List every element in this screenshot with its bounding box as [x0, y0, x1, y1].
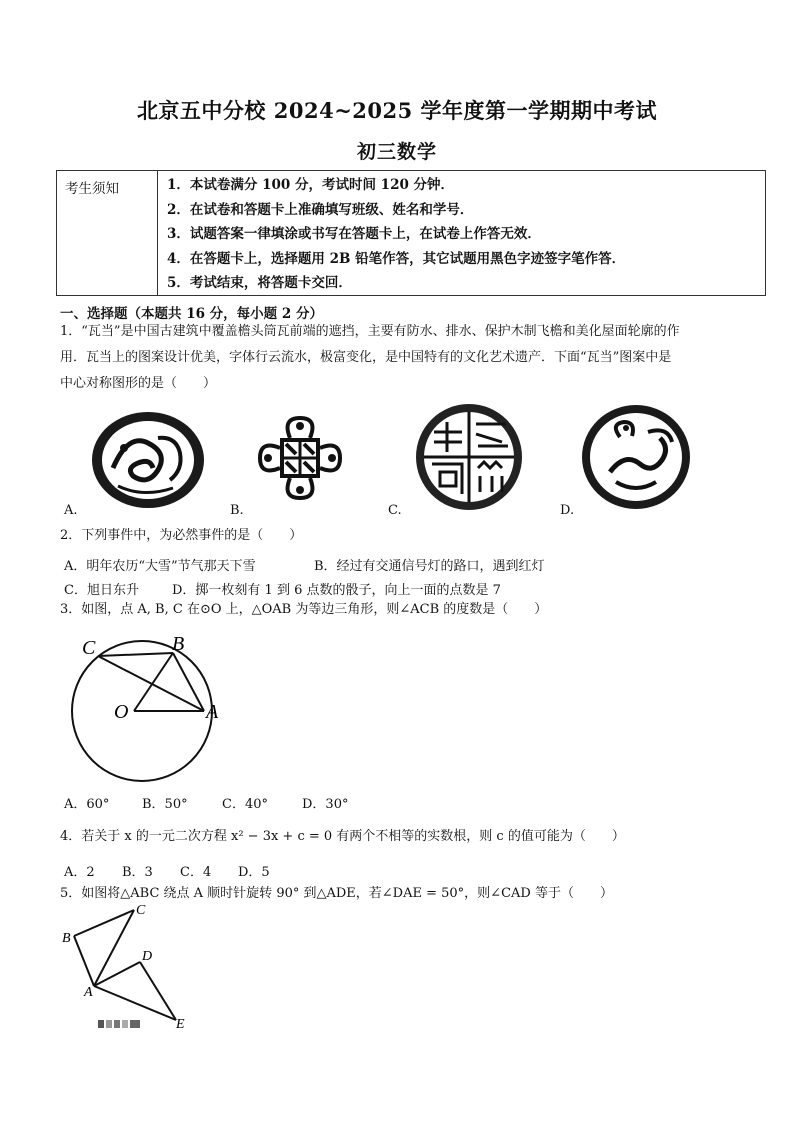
wadang-cloud-pattern-image: [252, 410, 348, 506]
label-a: A: [206, 701, 219, 723]
question-5-stem: 5．如图将△ABC 绕点 A 顺时针旋转 90° 到△ADE，若∠DAE = 50°，则∠CAD 等于（ ）: [60, 886, 613, 901]
notice-label: 考生须知: [57, 171, 158, 295]
label-d: D: [142, 949, 153, 964]
q4-option-b: B．3: [122, 865, 153, 880]
label-a: A: [84, 985, 93, 1000]
notice-item: 2．在试卷和答题卡上准确填写班级、姓名和学号．: [167, 201, 474, 218]
label-c: C: [82, 637, 96, 659]
question-1-line-1: 1．“瓦当”是中国古建筑中覆盖檐头筒瓦前端的遮挡，主要有防水、排水、保护木制飞檐和美化屋面轮廓的作: [60, 324, 680, 339]
question-1-line-3: 中心对称图形的是（ ）: [60, 376, 217, 391]
q1-option-d: D.: [560, 503, 575, 518]
q3-option-c: C．40°: [222, 797, 268, 812]
page-title: 北京五中分校 2024~2025 学年度第一学期期中考试: [136, 98, 658, 123]
label-c: C: [136, 903, 146, 918]
wadang-character-image: [412, 402, 526, 512]
q3-option-b: B．50°: [142, 797, 188, 812]
question-4-stem: 4．若关于 x 的一元二次方程 x² − 3x + c = 0 有两个不相等的实数根，则 c 的值可能为（ ）: [60, 829, 625, 844]
notice-item: 1．本试卷满分 100 分，考试时间 120 分钟．: [167, 177, 455, 193]
wadang-dragon-image: [88, 408, 208, 512]
label-e: E: [176, 1017, 185, 1032]
q1-option-a: A.: [64, 503, 78, 518]
circle-geometry-figure: [60, 628, 230, 784]
notice-item: 3．试题答案一律填涂或书写在答题卡上，在试卷上作答无效．: [167, 226, 541, 243]
q4-option-a: A．2: [64, 865, 95, 880]
label-b: B: [62, 931, 71, 946]
page-subtitle: 初三数学: [356, 141, 437, 163]
q3-option-d: D．30°: [302, 797, 349, 812]
q4-option-d: D．5: [238, 865, 270, 880]
q3-option-a: A．60°: [64, 797, 110, 812]
watermark-blur: [98, 1020, 140, 1028]
rotation-geometry-figure: [58, 898, 198, 1036]
notice-item: 5．考试结束，将答题卡交回．: [167, 275, 352, 292]
q2-option-d: D．掷一枚刻有 1 到 6 点数的骰子，向上一面的点数是 7: [172, 583, 501, 598]
question-2-stem: 2．下列事件中，为必然事件的是（ ）: [60, 528, 303, 543]
notice-list: [167, 173, 625, 296]
wadang-bird-image: [580, 402, 692, 512]
notice-item: 4．在答题卡上，选择题用 2B 铅笔作答，其它试题用黑色字迹签字笔作答．: [167, 250, 626, 267]
label-b: B: [172, 633, 185, 655]
section-heading: 一、选择题（本题共 16 分，每小题 2 分）: [60, 306, 323, 322]
q1-option-c: C.: [388, 503, 402, 518]
q1-option-b: B.: [230, 503, 244, 518]
q2-option-b: B．经过有交通信号灯的路口，遇到红灯: [314, 559, 545, 574]
q2-option-a: A．明年农历“大雪”节气那天下雪: [64, 559, 256, 574]
q4-option-c: C．4: [180, 865, 212, 880]
q2-option-c: C．旭日东升: [64, 583, 139, 598]
question-1-line-2: 用．瓦当上的图案设计优美，字体行云流水，极富变化，是中国特有的文化艺术遗产．下面“瓦当”图案中是: [60, 350, 672, 365]
question-3-stem: 3．如图，点 A, B, C 在⊙O 上，△OAB 为等边三角形，则∠ACB 的度数是（ ）: [60, 602, 548, 617]
notice-box: [56, 170, 766, 296]
label-o: O: [114, 701, 129, 723]
